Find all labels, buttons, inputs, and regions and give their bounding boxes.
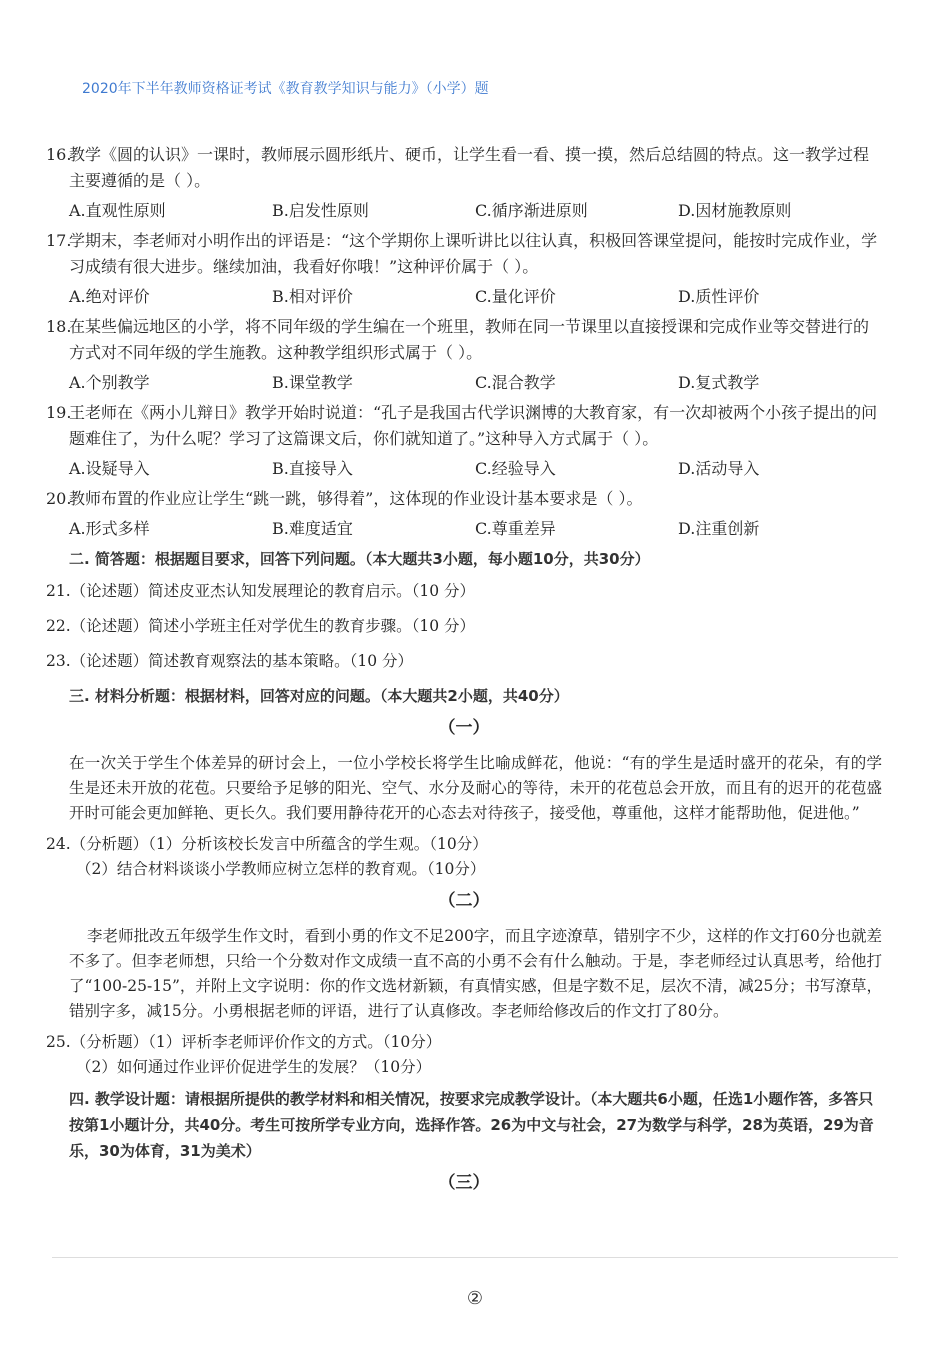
question-text: 教学《圆的认识》一课时，教师展示圆形纸片、硬币，让学生看一看、摸一摸，然后总结圆的特点。这一教学过程主要遵循的是（ ）。	[69, 145, 870, 190]
question-18	[46, 314, 882, 366]
option-d: D.因材施教原则	[678, 201, 792, 220]
section-4-heading: 四. 教学设计题：请根据所提供的教学材料和相关情况，按要求完成教学设计。（本大题共6小题，任选1小题作答，多答只按第1小题计分，共40分。考生可按所学专业方向，选择作答。26为中文与社会，27为数学与科学，28为英语，29为音乐，30为体育，31为美术）	[69, 1090, 874, 1160]
question-number: 17.	[46, 231, 72, 250]
short-answer-23: 23.（论述题）简述教育观察法的基本策略。（10 分）	[46, 652, 414, 670]
option-c: C.经验导入	[475, 459, 556, 478]
question-17-options	[69, 284, 882, 310]
material-1-label: （一）	[438, 718, 490, 738]
option-c: C.混合教学	[475, 373, 556, 392]
analysis-question-25-2: （2）如何通过作业评价促进学生的发展？（10分）	[76, 1058, 432, 1076]
question-17	[46, 228, 882, 280]
question-16-options	[69, 198, 882, 224]
question-text: 学期末，李老师对小明作出的评语是：“这个学期你上课听讲比以往认真，积极回答课堂提问，能按时完成作业，学习成绩有很大进步。继续加油，我看好你哦！”这种评价属于（ ）。	[69, 231, 878, 276]
analysis-question-24-1: 24.（分析题）（1）分析该校长发言中所蕴含的学生观。（10分）	[46, 835, 488, 853]
question-19	[46, 400, 882, 452]
option-a: A.形式多样	[69, 519, 150, 538]
analysis-question-25-1: 25.（分析题）（1）评析李老师评价作文的方式。（10分）	[46, 1033, 442, 1051]
page-number: ②	[466, 1288, 484, 1309]
short-answer-21: 21.（论述题）简述皮亚杰认知发展理论的教育启示。（10 分）	[46, 582, 476, 600]
material-2-label: （二）	[438, 891, 490, 911]
option-c: C.尊重差异	[475, 519, 556, 538]
analysis-question-24-2: （2）结合材料谈谈小学教师应树立怎样的教育观。（10分）	[76, 860, 486, 878]
option-c: C.量化评价	[475, 287, 556, 306]
question-number: 19.	[46, 403, 72, 422]
material-3-label: （三）	[438, 1173, 490, 1193]
question-20	[46, 486, 882, 512]
material-2-text: 李老师批改五年级学生作文时，看到小勇的作文不足200字，而且字迹潦草，错别字不少，这样的作文打60分也就差不多了。但李老师想，只给一个分数对作文成绩一直不高的小勇不会有什么触动。于是，李老师经过认真思考，给他打了“100-25-15”，并附上文字说明：你的作文选材新颖，有真情实感，但是字数不足，层次不清，减25分；书写潦草，错别字多，减15分。小勇根据老师的评语，进行了认真修改。李老师给修改后的作文打了80分。	[69, 927, 882, 1020]
question-16	[46, 142, 882, 194]
option-b: B.相对评价	[272, 287, 353, 306]
question-19-options	[69, 456, 882, 482]
question-text: 教师布置的作业应让学生“跳一跳，够得着”，这体现的作业设计基本要求是（ ）。	[69, 489, 643, 508]
option-b: B.难度适宜	[272, 519, 353, 538]
option-b: B.直接导入	[272, 459, 353, 478]
option-b: B.启发性原则	[272, 201, 369, 220]
question-text: 王老师在《两小儿辩日》教学开始时说道：“孔子是我国古代学识渊博的大教育家，有一次却被两个小孩子提出的问题难住了，为什么呢？学习了这篇课文后，你们就知道了。”这种导入方式属于（ ）。	[69, 403, 878, 448]
option-d: D.活动导入	[678, 459, 760, 478]
question-number: 16.	[46, 145, 72, 164]
option-a: A.绝对评价	[69, 287, 150, 306]
option-b: B.课堂教学	[272, 373, 353, 392]
section-2-heading: 二. 简答题：根据题目要求，回答下列问题。（本大题共3小题，每小题10分，共30分）	[69, 550, 650, 568]
option-a: A.设疑导入	[69, 459, 150, 478]
section-3-heading: 三. 材料分析题：根据材料，回答对应的问题。（本大题共2小题，共40分）	[69, 687, 569, 705]
question-text: 在某些偏远地区的小学，将不同年级的学生编在一个班里，教师在同一节课里以直接授课和完成作业等交替进行的方式对不同年级的学生施教。这种教学组织形式属于（ ）。	[69, 317, 870, 362]
option-c: C.循序渐进原则	[475, 201, 588, 220]
question-number: 20.	[46, 489, 72, 508]
material-1-text: 在一次关于学生个体差异的研讨会上，一位小学校长将学生比喻成鲜花，他说：“有的学生是适时盛开的花朵，有的学生是还未开放的花苞。只要给予足够的阳光、空气、水分及耐心的等待，未开的花苞总会开放，而且有的迟开的花苞盛开时可能会更加鲜艳、更长久。我们要用静待花开的心态去对待孩子，接受他，尊重他，这样才能帮助他，促进他。”	[69, 754, 882, 822]
option-d: D.质性评价	[678, 287, 760, 306]
question-number: 18.	[46, 317, 72, 336]
option-d: D.注重创新	[678, 519, 760, 538]
question-20-options	[69, 516, 882, 542]
exam-title: 2020年下半年教师资格证考试《教育教学知识与能力》（小学）题	[82, 81, 489, 97]
question-18-options	[69, 370, 882, 396]
option-a: A.个别教学	[69, 373, 150, 392]
exam-content	[46, 142, 882, 1206]
option-a: A.直观性原则	[69, 201, 166, 220]
option-d: D.复式教学	[678, 373, 760, 392]
short-answer-22: 22.（论述题）简述小学班主任对学优生的教育步骤。（10 分）	[46, 617, 476, 635]
footer-divider	[52, 1257, 898, 1258]
